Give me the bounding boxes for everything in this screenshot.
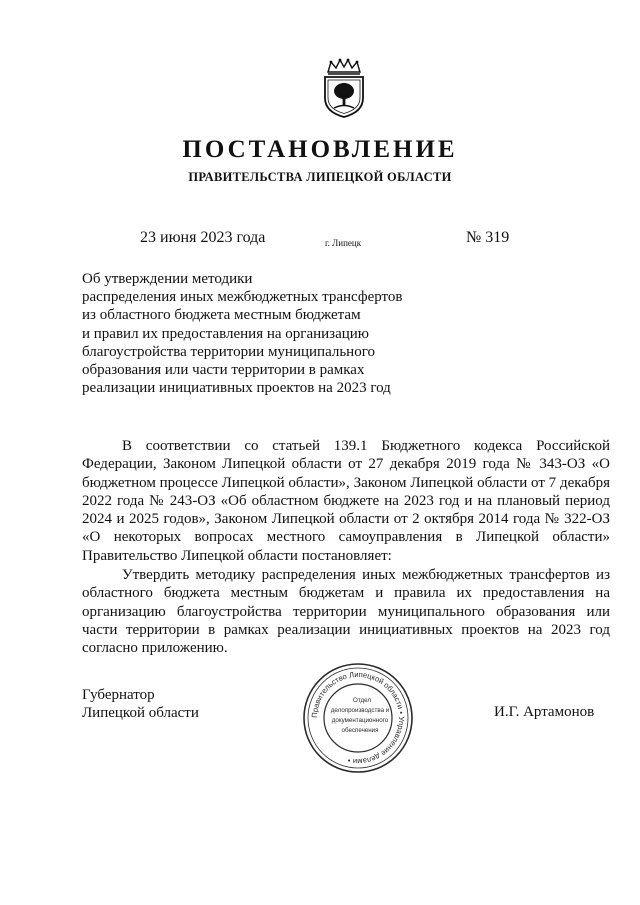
document-date: 23 июня 2023 года <box>140 229 266 246</box>
stamp-inner-line: документационного <box>331 717 389 724</box>
document-city: г. Липецк <box>325 238 362 248</box>
signatory-position-line: Липецкой области <box>82 705 199 721</box>
stamp-inner-line: обеспечения <box>341 727 379 734</box>
document-number: № 319 <box>466 229 510 246</box>
body-paragraph: В соответствии со статьей 139.1 Бюджетного кодекса Российской Федерации, Законом Липецкой области от 27 декабря 2019 года № 343-ОЗ «О бюджетном процессе Липецкой области», Законом Липецкой области от 7 декабря 2022 года № 243-ОЗ «Об областном бюджете на 2023 год и на плановый период 2024 и 2025 годов», Законом Липецкой области от 2 октября 2014 года № 322-ОЗ «О некоторых вопросах местного самоуправления в Липецкой области» Правительство Липецкой области постановляет: <box>82 438 610 564</box>
coat-of-arms-icon <box>320 58 368 118</box>
stamp-outer-text: Правительство Липецкой области • Управление делами • <box>309 669 407 767</box>
subject-line: и правил их предоставления на организацию <box>82 325 370 342</box>
subject-line: Об утверждении методики <box>82 271 253 287</box>
document-subtitle: ПРАВИТЕЛЬСТВА ЛИПЕЦКОЙ ОБЛАСТИ <box>188 170 452 184</box>
subject-line: благоустройства территории муниципального <box>82 343 375 360</box>
official-stamp <box>302 662 414 774</box>
document-subject <box>82 270 412 397</box>
signatory-position-line: Губернатор <box>82 687 155 703</box>
stamp-inner-line: делопроизводства и <box>330 707 390 714</box>
signatory-name: И.Г. Артамонов <box>494 704 595 720</box>
subject-line: образования или части территории в рамках <box>82 362 365 379</box>
body-paragraph: Утвердить методику распределения иных межбюджетных трансфертов из областного бюджета местным бюджетам и правила их предоставления на организацию благоустройства территории муниципального образования или части территории в рамках реализации инициативных проектов на 2023 год согласно приложению. <box>82 567 610 657</box>
document-title: ПОСТАНОВЛЕНИЕ <box>182 136 458 163</box>
signatory-position <box>82 686 199 722</box>
subject-line: реализации инициативных проектов на 2023 год <box>82 380 391 397</box>
subject-line: распределения иных межбюджетных трансфертов <box>82 289 403 306</box>
subject-line: из областного бюджета местным бюджетам <box>82 307 361 324</box>
stamp-inner-line: Отдел <box>353 697 371 704</box>
